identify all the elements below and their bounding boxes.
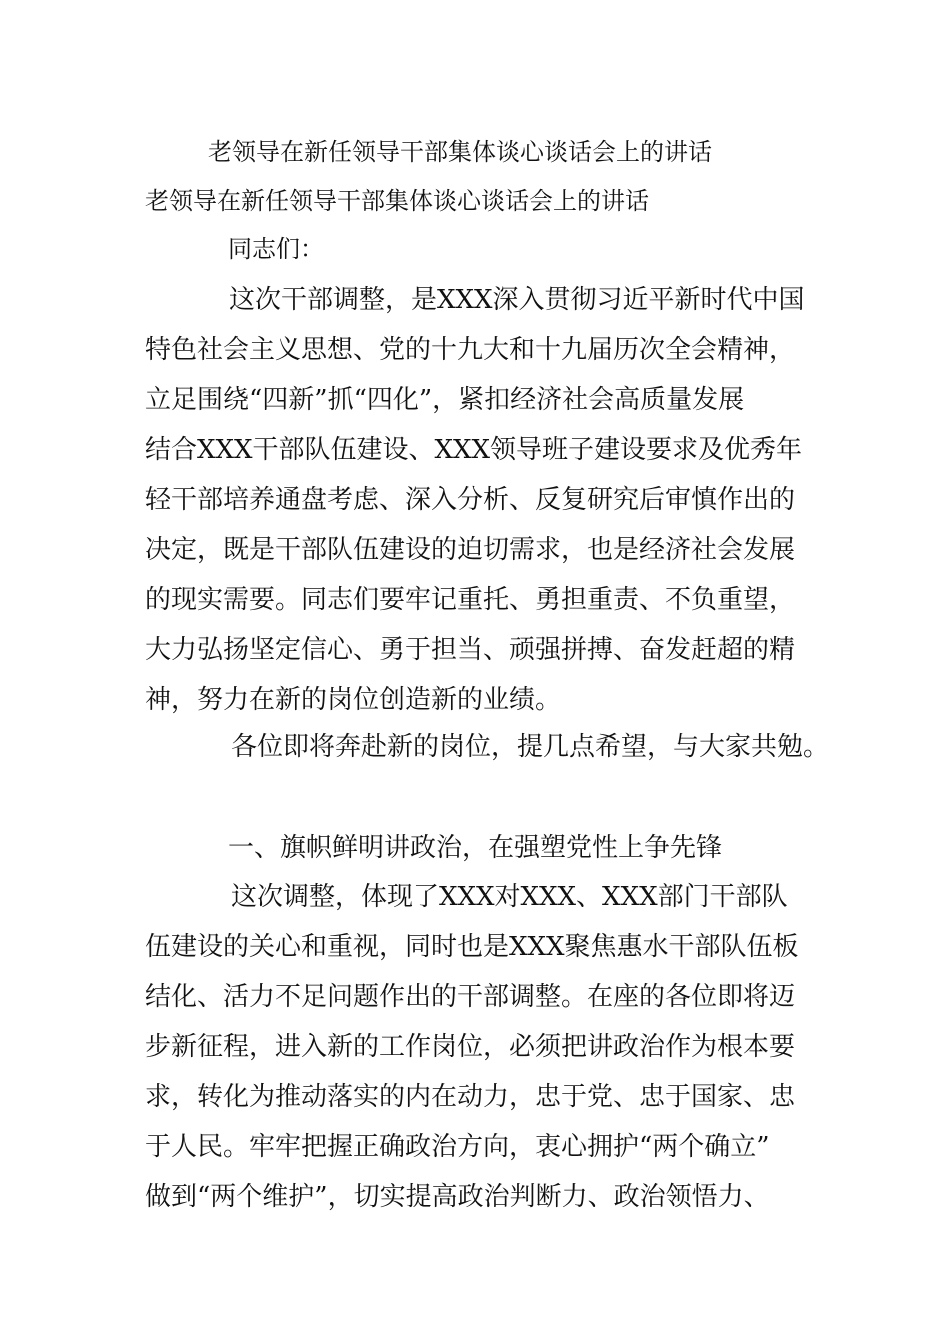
paragraph-line: 的现实需要。同志们要牢记重托、勇担重责、不负重望， [145,585,796,615]
section-heading: 一、旗帜鲜明讲政治，在强塑党性上争先锋 [228,833,723,863]
document-subtitle: 老领导在新任领导干部集体谈心谈话会上的讲话 [145,187,649,215]
paragraph-line: 这次干部调整，是XXX深入贯彻习近平新时代中国 [229,285,805,315]
paragraph-line: 求，转化为推动落实的内在动力，忠于党、忠于国家、忠 [145,1082,796,1112]
paragraph-3 [145,872,810,1222]
paragraph-line: 轻干部培养通盘考虑、深入分析、反复研究后审慎作出的 [145,485,796,515]
paragraph-2 [145,722,830,772]
paragraph-line: 特色社会主义思想、党的十九大和十九届历次全会精神， [145,335,796,365]
paragraph-line: 伍建设的关心和重视，同时也是XXX聚焦惠水干部队伍板 [145,932,799,962]
paragraph-line: 大力弘扬坚定信心、勇于担当、顽强拼搏、奋发赶超的精 [145,635,796,665]
paragraph-line: 立足围绕“四新”抓“四化”，紧扣经济社会高质量发展 [145,385,745,415]
paragraph-line: 做到“两个维护”，切实提高政治判断力、政治领悟力、 [145,1182,770,1212]
paragraph-line: 各位即将奔赴新的岗位，提几点希望，与大家共勉。 [231,732,830,762]
paragraph-line: 神，努力在新的岗位创造新的业绩。 [145,685,562,715]
paragraph-line: 这次调整，体现了XXX对XXX、XXX部门干部队 [231,882,788,912]
document-title: 老领导在新任领导干部集体谈心谈话会上的讲话 [208,138,712,166]
paragraph-line: 结合XXX干部队伍建设、XXX领导班子建设要求及优秀年 [145,435,803,465]
salutation: 同志们： [228,235,324,263]
paragraph-line: 于人民。牢牢把握正确政治方向，衷心拥护“两个确立” [145,1132,770,1162]
paragraph-line: 结化、活力不足问题作出的干部调整。在座的各位即将迈 [145,982,796,1012]
paragraph-1 [145,275,810,725]
paragraph-line: 步新征程，进入新的工作岗位，必须把讲政治作为根本要 [145,1032,796,1062]
paragraph-line: 决定，既是干部队伍建设的迫切需求，也是经济社会发展 [145,535,796,565]
